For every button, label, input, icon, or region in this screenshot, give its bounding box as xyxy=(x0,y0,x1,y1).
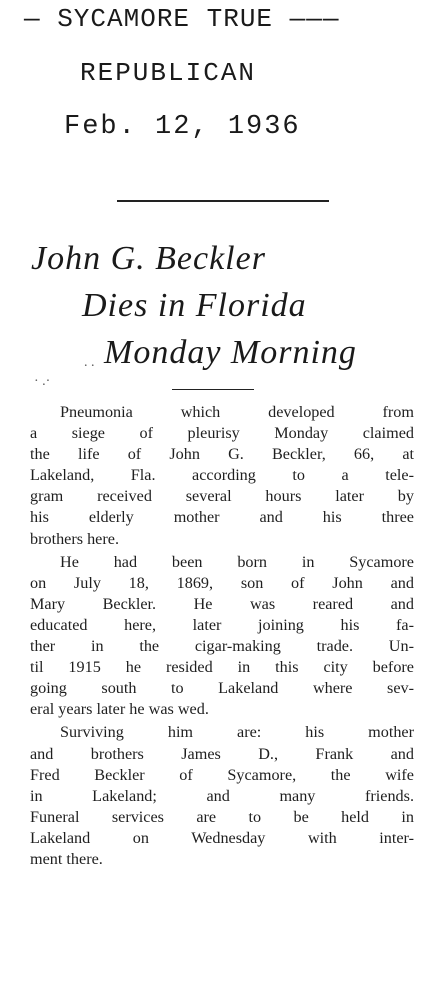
article-line: in Lakeland; and many friends. xyxy=(30,786,414,805)
headline-line-2: Dies in Florida xyxy=(82,287,307,324)
article-line: Lakeland on Wednesday with inter- xyxy=(30,828,414,847)
headline-line-3: Monday Morning xyxy=(104,334,357,371)
article-line: gram received several hours later by xyxy=(30,487,414,506)
headline-divider-rule xyxy=(172,389,254,390)
article-line: the life of John G. Beckler, 66, at xyxy=(30,445,414,464)
masthead-newspaper-name-continued: REPUBLICAN xyxy=(80,58,257,88)
article-line: Funeral services are to be held in xyxy=(30,807,414,826)
article-line: brothers here. xyxy=(30,529,119,548)
article-line: Lakeland, Fla. according to a tele- xyxy=(30,466,414,485)
print-speck: . . xyxy=(84,355,95,370)
article-line: til 1915 he resided in this city before xyxy=(30,658,414,677)
article-line: going south to Lakeland where sev- xyxy=(30,679,414,698)
article-line: Mary Beckler. He was reared and xyxy=(30,594,414,613)
article-line: a siege of pleurisy Monday claimed xyxy=(30,424,414,443)
article-body xyxy=(30,402,414,872)
article-line: eral years later he was wed. xyxy=(30,700,209,719)
article-line: Fred Beckler of Sycamore, the wife xyxy=(30,765,414,784)
article-line: Surviving him are: his mother xyxy=(60,723,414,742)
article-line: ther in the cigar-making trade. Un- xyxy=(30,637,414,656)
top-divider-rule xyxy=(117,200,329,202)
article-paragraph xyxy=(30,722,414,870)
article-line: and brothers James D., Frank and xyxy=(30,744,414,763)
headline-line-1: John G. Beckler xyxy=(31,240,266,277)
article-line: educated here, later joining his fa- xyxy=(30,615,414,634)
print-speck: · .· xyxy=(34,374,51,389)
article-line: ment there. xyxy=(30,849,103,868)
article-line: Pneumonia which developed from xyxy=(60,403,414,421)
article-line: on July 18, 1869, son of John and xyxy=(30,573,414,592)
article-paragraph xyxy=(30,402,414,550)
article-line: his elderly mother and his three xyxy=(30,508,414,527)
article-paragraph xyxy=(30,552,414,721)
article-line: He had been born in Sycamore xyxy=(60,552,414,571)
masthead-newspaper-name: — SYCAMORE TRUE ——— xyxy=(24,4,340,34)
masthead-date: Feb. 12, 1936 xyxy=(64,112,301,142)
